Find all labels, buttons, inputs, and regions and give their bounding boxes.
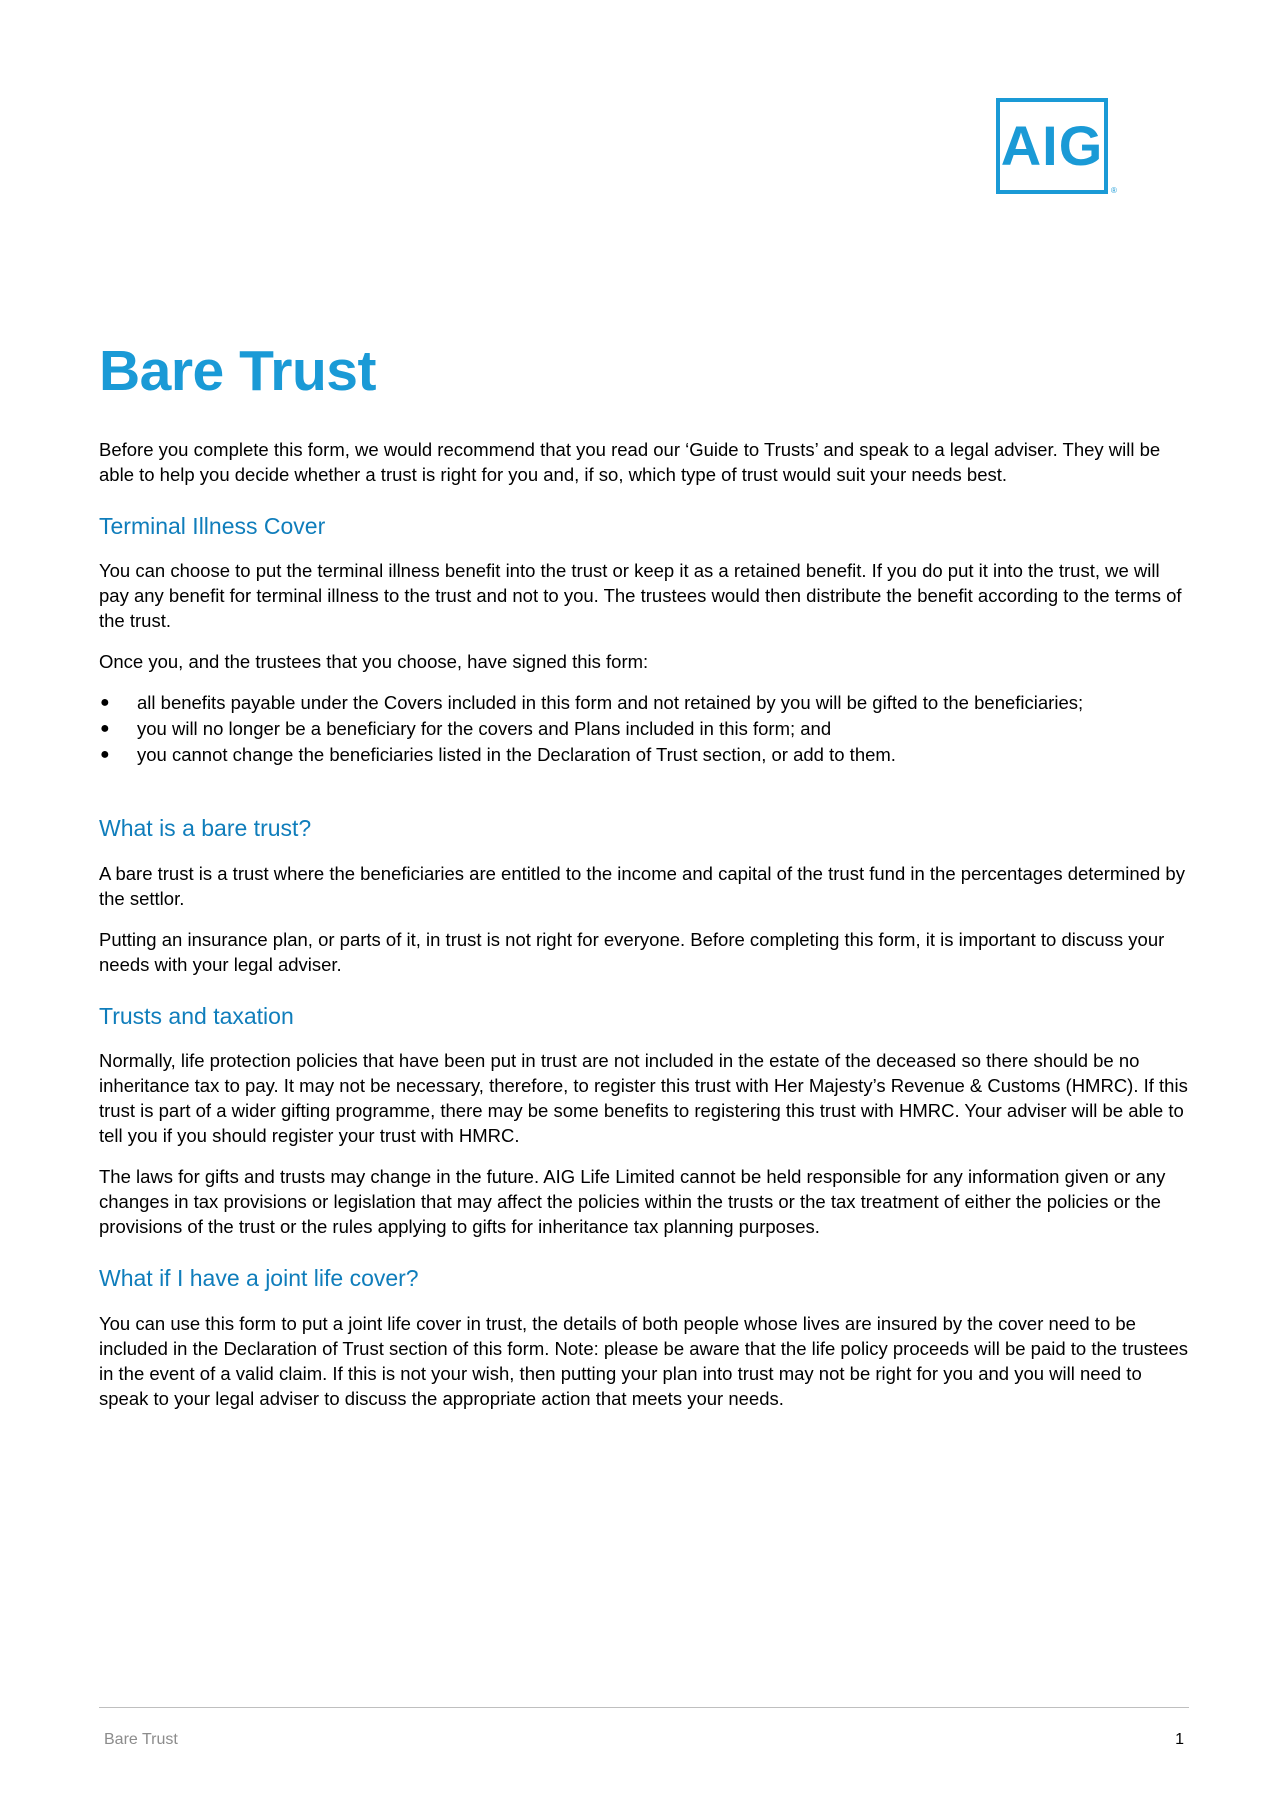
aig-logo-text: AIG (1000, 114, 1104, 177)
terminal-illness-bullet-list (99, 690, 1189, 767)
list-item (99, 690, 1189, 715)
bullet-icon: ● (100, 694, 110, 712)
bullet-icon: ● (100, 746, 110, 764)
bare-trust-paragraph-2: Putting an insurance plan, or parts of it, in trust is not right for everyone. Before completing this form, it is important to discuss your needs with your legal adviser. (99, 928, 1165, 975)
section-heading-terminal-illness: Terminal Illness Cover (99, 512, 326, 539)
list-item-text: you cannot change the beneficiaries listed in the Declaration of Trust section, or add to them. (137, 744, 896, 766)
taxation-paragraph-1: Normally, life protection policies that have been put in trust are not included in the estate of the deceased so there should be no inheritance tax to pay. It may not be necessary, therefore, to register this trust with Her Majesty’s Revenue & Customs (HMRC). If this trust is part of a wider gifting programme, there may be some benefits to registering this trust with HMRC. Your adviser will be able to tell you if you should register your trust with HMRC. (99, 1050, 1188, 1147)
bare-trust-paragraph-1: A bare trust is a trust where the beneficiaries are entitled to the income and capital of the trust fund in the percentages determined by the settlor. (99, 862, 1185, 909)
section-heading-trusts-taxation: Trusts and taxation (99, 1002, 294, 1029)
taxation-paragraph-2: The laws for gifts and trusts may change in the future. AIG Life Limited cannot be held responsible for any information given or any changes in tax provisions or legislation that may affect the policies within the trusts or the tax treatment of either the policies or the provisions of the trust or the rules applying to gifts for inheritance tax planning purposes. (99, 1166, 1166, 1238)
list-item-text: all benefits payable under the Covers included in this form and not retained by you will be gifted to the beneficiaries; (137, 692, 1084, 714)
intro-paragraph: Before you complete this form, we would recommend that you read our ‘Guide to Trusts’ and speak to a legal adviser. They will be able to help you decide whether a trust is right for you and, if so, which type of trust would suit your needs best. (99, 438, 1161, 485)
list-item-text: you will no longer be a beneficiary for the covers and Plans included in this form; and (137, 718, 832, 740)
terminal-illness-paragraph-2: Once you, and the trustees that you choose, have signed this form: (99, 651, 649, 673)
aig-logo (996, 98, 1108, 194)
terminal-illness-paragraph-1: You can choose to put the terminal illness benefit into the trust or keep it as a retained benefit. If you do put it into the trust, we will pay any benefit for terminal illness to the trust and not to you. The trustees would then distribute the benefit according to the terms of the trust. (99, 560, 1182, 632)
bullet-icon: ● (100, 720, 110, 738)
section-heading-joint-life: What if I have a joint life cover? (99, 1265, 419, 1292)
page-number: 1 (1175, 1731, 1184, 1748)
footer-document-title: Bare Trust (104, 1731, 178, 1748)
joint-life-paragraph: You can use this form to put a joint life cover in trust, the details of both people whose lives are insured by the cover need to be included in the Declaration of Trust section of this form. Note: please be aware that the life policy proceeds will be paid to the trustees in the event of a valid claim. If this is not your wish, then putting your plan into trust may not be right for you and you will need to speak to your legal adviser to discuss the appropriate action that meets your needs. (99, 1313, 1189, 1410)
registered-mark: ® (1111, 186, 1117, 195)
list-item (99, 716, 1189, 741)
list-item (99, 742, 1189, 767)
page-title: Bare Trust (99, 339, 376, 403)
section-heading-bare-trust: What is a bare trust? (99, 815, 312, 842)
document-body (99, 340, 1189, 1427)
footer-divider (99, 1707, 1189, 1708)
